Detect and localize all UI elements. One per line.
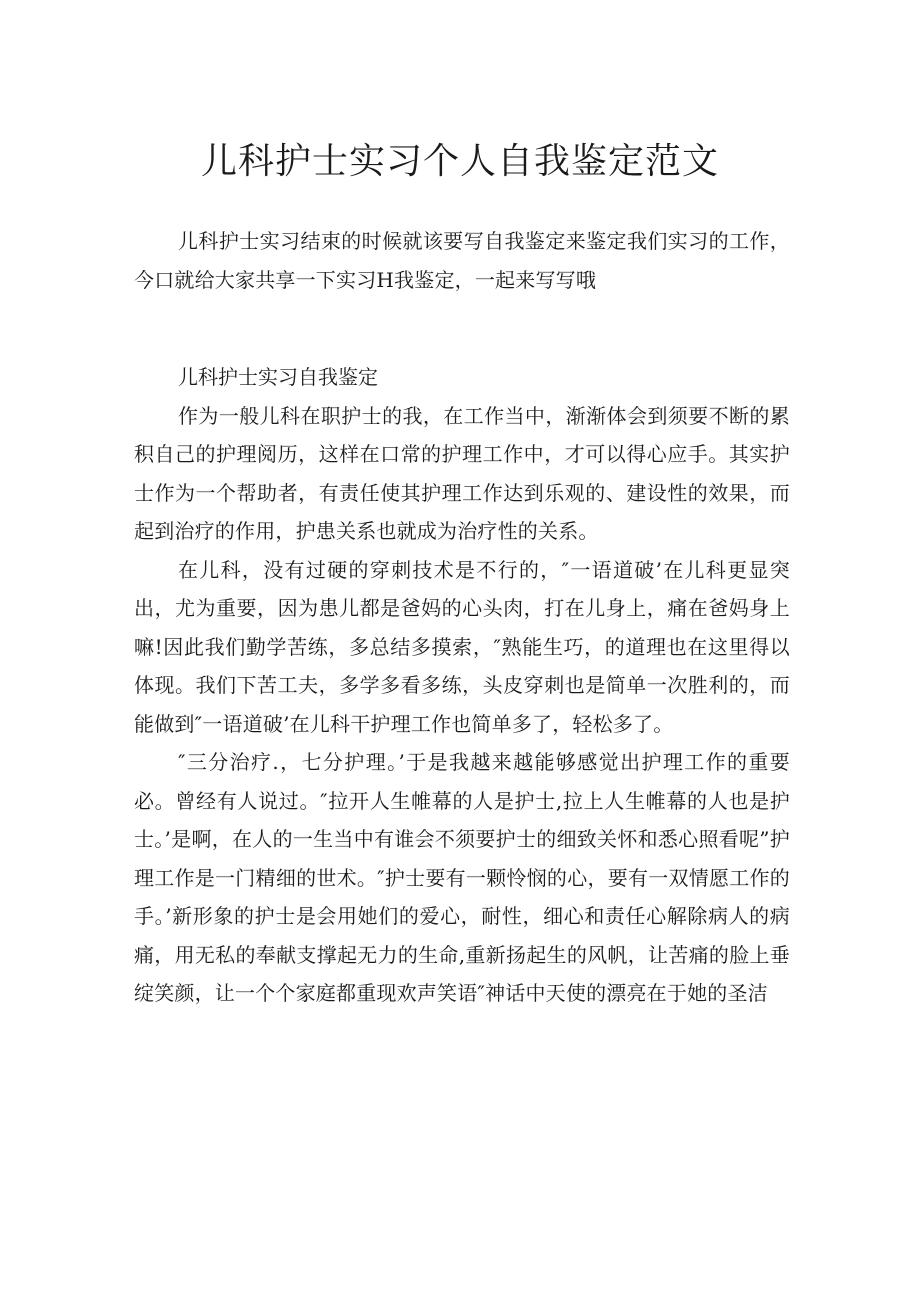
body-paragraph-2: 在儿科，没有过硬的穿刺技术是不行的，″一语道破’在儿科更显突出，尤为重要，因为患儿都是爸妈的心头肉，打在儿身上，痛在爸妈身上嘛!因此我们勤学苦练，多总结多摸索，″熟能生巧，的道理也在这里得以体现。我们下苦工夫，多学多看多练，头皮穿刺也是简单一次胜利的，而能做到″一语道破’在儿科干护理工作也简单多了，轻松多了。: [134, 557, 790, 736]
section-heading: 儿科护士实习自我鉴定: [178, 365, 378, 389]
intro-paragraph: 儿科护士实习结束的时候就该要写自我鉴定来鉴定我们实习的工作，今口就给大家共享一下实习H我鉴定，一起来写写哦: [134, 229, 790, 292]
paragraph-gap: [134, 299, 790, 358]
body-paragraph-3: ″三分治疗.，七分护理。’于是我越来越能够感觉出护理工作的重要必。曾经有人说过。″拉开人生帷幕的人是护士,拉上人生帷幕的人也是护士。’是啊，在人的一生当中有谁会不须要护士的细致关怀和悉心照看呢”护理工作是一门精细的世术。″护士要有一颗怜悯的心，要有一双情愿工作的手。’新形象的护士是会用她们的爱心，耐性，细心和责任心解除病人的病痛，用无私的奉献支撑起无力的生命,重新扬起生的风帆，让苦痛的脸上垂绽笑颜，让一个个家庭都重现欢声笑语″神话中天使的漂亮在于她的圣洁: [134, 750, 790, 1005]
document-title: 儿科护士实习个人自我鉴定范文: [200, 141, 719, 182]
document-body: [134, 222, 790, 1013]
body-paragraph-1: 作为一般儿科在职护士的我，在工作当中，渐渐体会到须要不断的累积自己的护理阅历，这样在口常的护理工作中，才可以得心应手。其实护士作为一个帮助者，有责任使其护理工作达到乐观的、建设性的效果，而起到治疗的作用，护患关系也就成为治疗性的关系。: [134, 403, 790, 543]
